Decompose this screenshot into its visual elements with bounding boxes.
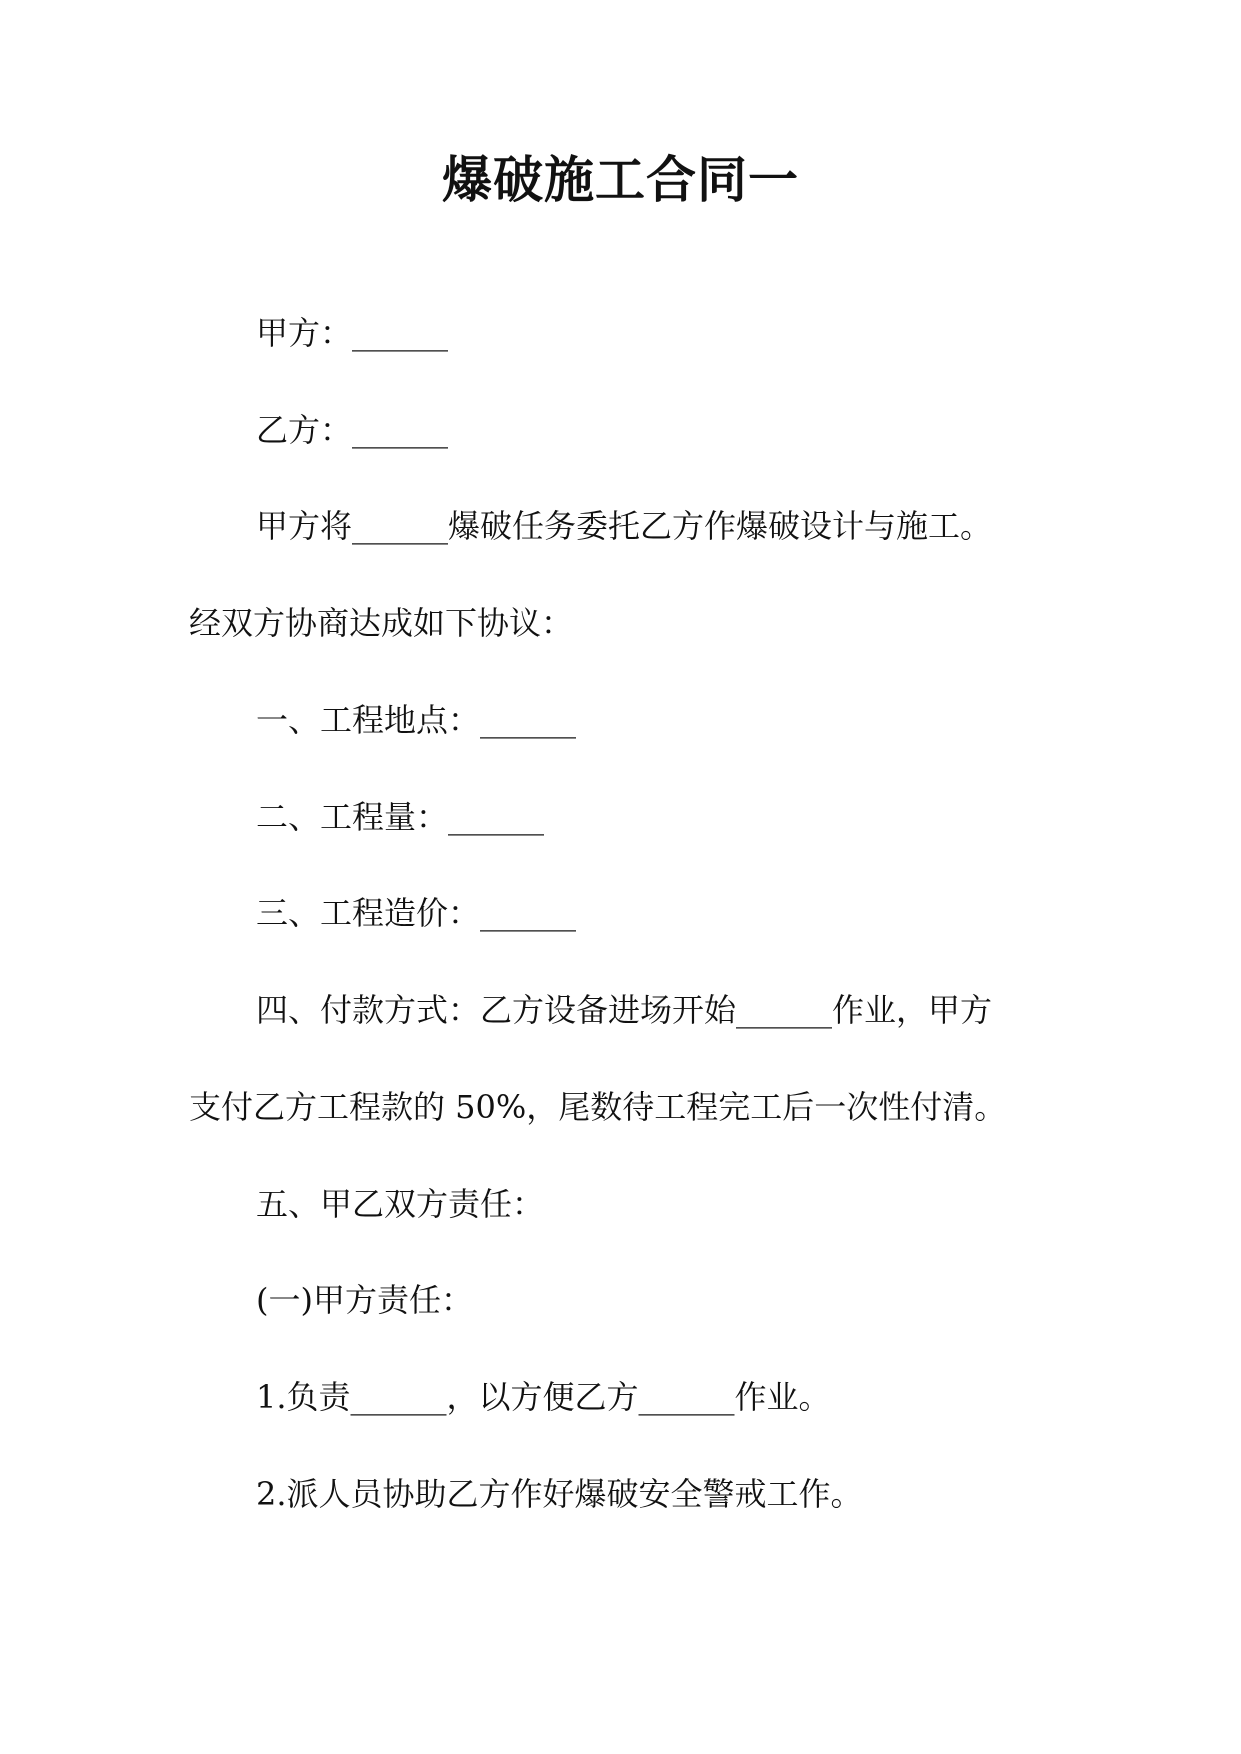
responsibility-item-2: 2.派人员协助乙方作好爆破安全警戒工作。: [256, 1475, 863, 1513]
agreement-intro-line: 经双方协商达成如下协议：: [189, 604, 574, 642]
clause-1-location: 一、工程地点：______: [256, 701, 577, 739]
clause-3-cost: 三、工程造价：______: [256, 894, 577, 932]
party-b-line: 乙方：______: [256, 411, 449, 449]
party-a-line: 甲方：______: [256, 314, 449, 352]
clause-4-payment-continued: 支付乙方工程款的 50%，尾数待工程完工后一次性付清。: [189, 1088, 1007, 1126]
clause-5-responsibilities: 五、甲乙双方责任：: [256, 1185, 545, 1223]
commission-line: 甲方将______爆破任务委托乙方作爆破设计与施工。: [256, 507, 993, 545]
party-a-responsibilities-heading: (一)甲方责任：: [256, 1281, 473, 1319]
clause-2-quantity: 二、工程量：______: [256, 798, 545, 836]
responsibility-item-1: 1.负责______，以方便乙方______作业。: [256, 1378, 831, 1416]
clause-4-payment: 四、付款方式：乙方设备进场开始______作业，甲方: [256, 991, 993, 1029]
document-title: 爆破施工合同一: [442, 150, 799, 209]
